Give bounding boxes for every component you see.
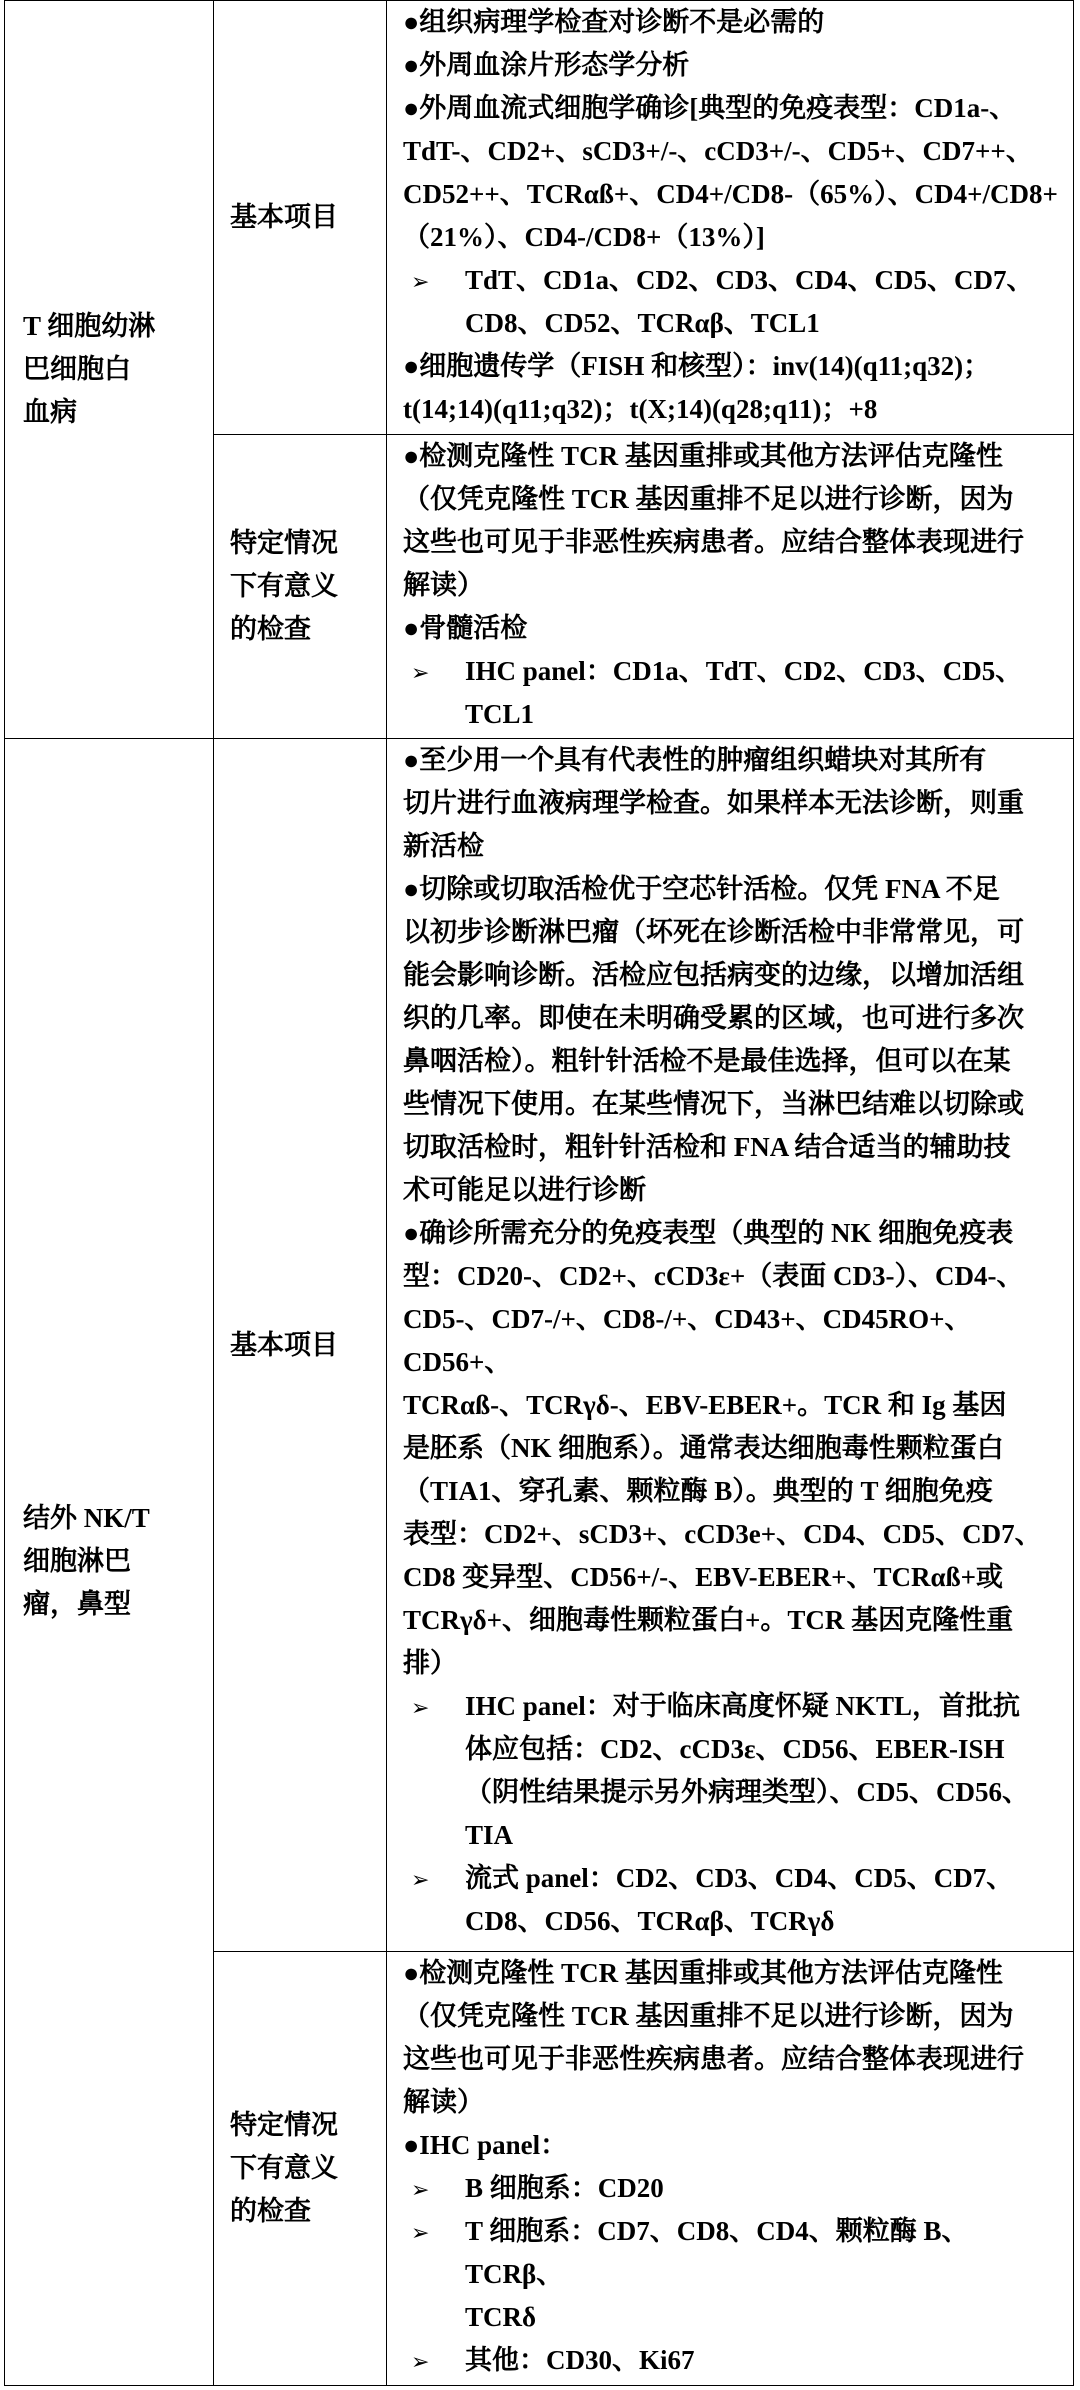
content-line: ●外周血流式细胞学确诊[典型的免疫表型：CD1a-、	[403, 93, 1017, 123]
sub-bullet-line: （阴性结果提示另外病理类型）、CD5、CD56、	[465, 1776, 1029, 1807]
content-line: 术可能足以进行诊断	[403, 1174, 646, 1205]
arrow-bullet-icon	[411, 1685, 441, 1730]
content-line: ●确诊所需充分的免疫表型（典型的 NK 细胞免疫表	[403, 1217, 1014, 1248]
content-line: 新活检	[403, 830, 484, 861]
category-label-line: 下有意义	[230, 570, 338, 601]
category-label-line: 基本项目	[230, 1329, 338, 1360]
content-line: 织的几率。即使在未明确受累的区域，也可进行多次	[403, 1002, 1024, 1033]
sub-bullet-item	[403, 2339, 1061, 2382]
disease-name-cell	[5, 1, 214, 739]
diagnosis-table	[4, 0, 1074, 2386]
disease-name-line: 巴细胞白	[23, 353, 131, 384]
category-label-line: 特定情况	[230, 527, 338, 558]
category-label-line: 下有意义	[230, 2153, 338, 2184]
category-label-line: 基本项目	[230, 201, 338, 232]
disease-name-cell	[5, 738, 214, 2385]
content-line: ●外周血涂片形态学分析	[403, 50, 690, 80]
content-cell	[387, 738, 1074, 1951]
category-cell	[214, 738, 387, 1951]
content-line: 能会影响诊断。活检应包括病变的边缘，以增加活组	[403, 959, 1024, 990]
arrow-bullet-icon	[411, 2210, 441, 2255]
category-cell	[214, 434, 387, 738]
content-line: 这些也可见于非恶性疾病患者。应结合整体表现进行	[403, 2044, 1024, 2075]
content-line: 解读）	[403, 569, 484, 600]
category-cell	[214, 1, 387, 435]
content-line: 鼻咽活检）。粗针针活检不是最佳选择，但可以在某	[403, 1045, 1011, 1076]
arrow-bullet-icon	[411, 259, 441, 304]
content-line: 是胚系（NK 细胞系）。通常表达细胞毒性颗粒蛋白	[403, 1432, 1004, 1463]
content-line: ●至少用一个具有代表性的肿瘤组织蜡块对其所有	[403, 744, 987, 775]
content-line: CD8 变异型、CD56+/-、EBV-EBER+、TCRαß+或	[403, 1561, 1004, 1592]
sub-bullet-item	[403, 650, 1061, 736]
arrow-bullet-icon	[411, 2339, 441, 2384]
category-label-line: 特定情况	[230, 2110, 338, 2141]
content-cell	[387, 1952, 1074, 2386]
category-cell	[214, 1952, 387, 2386]
sub-bullet-line: 体应包括：CD2、cCD3ε、CD56、EBER-ISH	[465, 1733, 1005, 1764]
sub-bullet-line: B 细胞系：CD20	[465, 2173, 664, 2204]
content-line: ●IHC panel：	[403, 2130, 568, 2161]
sub-bullet-line: TCL1	[465, 698, 535, 729]
content-line: ●细胞遗传学（FISH 和核型）：inv(14)(q11;q32)；	[403, 351, 991, 381]
content-line: （21%）、CD4-/CD8+（13%）]	[403, 222, 765, 252]
sub-bullet-line: TCRδ	[465, 2302, 537, 2333]
sub-bullet-line: 流式 panel：CD2、CD3、CD4、CD5、CD7、	[465, 1862, 1014, 1893]
sub-bullet-line: 其他：CD30、Ki67	[465, 2345, 695, 2376]
sub-bullet-line: CD8、CD52、TCRαβ、TCL1	[465, 308, 820, 338]
content-line: 切片进行血液病理学检查。如果样本无法诊断，则重	[403, 787, 1024, 818]
content-line: （仅凭克隆性 TCR 基因重排不足以进行诊断，因为	[403, 2001, 1014, 2032]
content-line: ●骨髓活检	[403, 612, 528, 643]
sub-bullet-item	[403, 259, 1061, 345]
sub-bullet-item	[403, 1685, 1061, 1857]
arrow-bullet-icon	[411, 650, 441, 695]
content-line: 些情况下使用。在某些情况下，当淋巴结难以切除或	[403, 1088, 1024, 1119]
content-line: ●切除或切取活检优于空芯针活检。仅凭 FNA 不足	[403, 873, 1000, 904]
content-line: 表型：CD2+、sCD3+、cCD3e+、CD4、CD5、CD7、	[403, 1518, 1042, 1549]
sub-bullet-line: T 细胞系：CD7、CD8、CD4、颗粒酶 B、TCRβ、	[465, 2216, 969, 2290]
content-line: TCRαß-、TCRγδ-、EBV-EBER+。TCR 和 Ig 基因	[403, 1389, 1007, 1420]
arrow-bullet-icon	[411, 2167, 441, 2212]
sub-bullet-line: CD8、CD56、TCRαβ、TCRγδ	[465, 1905, 835, 1936]
content-line: TCRγδ+、细胞毒性颗粒蛋白+。TCR 基因克隆性重	[403, 1604, 1014, 1635]
content-line: 解读）	[403, 2087, 484, 2118]
disease-name-line: 结外 NK/T	[23, 1503, 150, 1534]
disease-name-line: 血病	[23, 396, 77, 427]
table-row	[5, 1, 1074, 435]
document-page	[4, 0, 1074, 2386]
content-line: CD5-、CD7-/+、CD8-/+、CD43+、CD45RO+、CD56+、	[403, 1303, 972, 1377]
content-line: t(14;14)(q11;q32)；t(X;14)(q28;q11)；+8	[403, 394, 878, 424]
content-line: 切取活检时，粗针针活检和 FNA 结合适当的辅助技	[403, 1131, 1011, 1162]
content-line: ●检测克隆性 TCR 基因重排或其他方法评估克隆性	[403, 440, 1003, 471]
arrow-bullet-icon	[411, 1857, 441, 1902]
disease-name-line: 瘤，鼻型	[23, 1589, 131, 1620]
disease-name-line: 细胞淋巴	[23, 1546, 131, 1577]
content-cell	[387, 434, 1074, 738]
table-row	[5, 738, 1074, 1951]
content-line: TdT-、CD2+、sCD3+/-、cCD3+/-、CD5+、CD7++、	[403, 136, 1033, 166]
sub-bullet-item	[403, 2210, 1061, 2339]
disease-name-line: T 细胞幼淋	[23, 310, 156, 341]
content-line: CD52++、TCRαß+、CD4+/CD8-（65%）、CD4+/CD8+	[403, 179, 1058, 209]
content-line: （仅凭克隆性 TCR 基因重排不足以进行诊断，因为	[403, 483, 1014, 514]
content-cell	[387, 1, 1074, 435]
sub-bullet-line: TIA	[465, 1819, 514, 1850]
content-line: 这些也可见于非恶性疾病患者。应结合整体表现进行	[403, 526, 1024, 557]
content-line: （TIA1、穿孔素、颗粒酶 B）。典型的 T 细胞免疫	[403, 1475, 993, 1506]
content-line: ●组织病理学检查对诊断不是必需的	[403, 7, 825, 37]
content-line: ●检测克隆性 TCR 基因重排或其他方法评估克隆性	[403, 1958, 1003, 1989]
content-line: 型：CD20-、CD2+、cCD3ε+（表面 CD3-）、CD4-、	[403, 1260, 1024, 1291]
sub-bullet-line: IHC panel：对于临床高度怀疑 NKTL，首批抗	[465, 1690, 1021, 1721]
category-label-line: 的检查	[230, 613, 311, 644]
content-line: 排）	[403, 1647, 457, 1678]
category-label-line: 的检查	[230, 2196, 311, 2227]
content-line: 以初步诊断淋巴瘤（坏死在诊断活检中非常常见，可	[403, 916, 1024, 947]
sub-bullet-item	[403, 2167, 1061, 2210]
sub-bullet-item	[403, 1857, 1061, 1943]
sub-bullet-line: TdT、CD1a、CD2、CD3、CD4、CD5、CD7、	[465, 265, 1034, 295]
sub-bullet-line: IHC panel：CD1a、TdT、CD2、CD3、CD5、	[465, 655, 1023, 686]
